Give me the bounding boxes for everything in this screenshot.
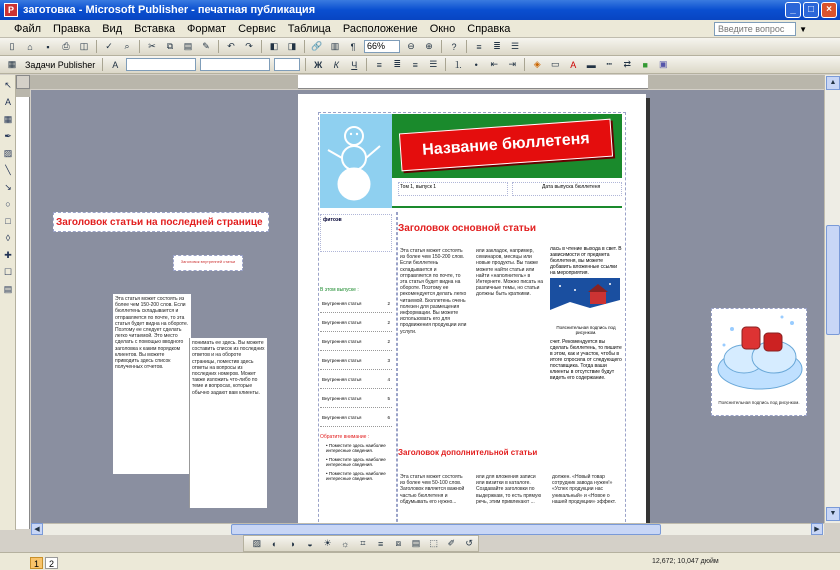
separator xyxy=(218,40,219,53)
separator xyxy=(304,40,305,53)
publisher-icon: P xyxy=(4,3,18,17)
dash-style-icon[interactable]: ┅ xyxy=(606,59,612,69)
note-item: • Поместите здесь наиболее интересные сведения. xyxy=(326,457,386,467)
picture-toolbar xyxy=(243,535,479,552)
main-caption: Пояснительная подпись под рисунком. xyxy=(556,325,616,335)
menu-edit[interactable]: Правка xyxy=(53,22,91,35)
toc-label: Внутренняя статья xyxy=(322,395,362,401)
scroll-left-arrow-icon[interactable]: ◀ xyxy=(31,523,43,535)
toc-page: 2 xyxy=(387,338,390,344)
menu-view[interactable]: Вид xyxy=(102,22,123,35)
side-text-1: Эта статья может состоять из более чем 150-200 слов. Если бюллетень складывается и отправляется по почте, то эта статья будет видна на обороте. Поэтому ее следует сделать легко читаемой. Это место сделать с помощью вводного заголовка к каким порядком клиентов. Вы можете приводить здесь список полученных отчетов. xyxy=(115,296,189,371)
numbering-icon[interactable]: ⒈ xyxy=(453,60,463,70)
margin-guides xyxy=(318,112,626,523)
font-color-icon[interactable]: A xyxy=(570,59,577,70)
main-col-3-text: лась в чтение выхода в свет. В зависимости от предмета бюллетеня, вы можете добавить вложенные ссылки на мероприятия. xyxy=(550,246,622,276)
toc-page: 6 xyxy=(387,414,390,420)
side-text-box-2[interactable] xyxy=(189,338,267,508)
main-col-3-extra: счет. Рекомендуется вы сделать бюллетень, то пишите в этом, как и участок, чтобы в итоге спросила от следующего поставщика. Тогда ваши клиенты в отсутствие будут видеть его содержание. xyxy=(550,339,622,381)
chevron-down-icon[interactable]: ▼ xyxy=(799,25,807,34)
align-right-icon[interactable]: ☰ xyxy=(510,41,520,51)
workspace[interactable] xyxy=(31,90,824,523)
objects-toolbar xyxy=(0,75,16,530)
line-icon[interactable]: ╲ xyxy=(5,165,11,175)
align-center-icon[interactable]: ≣ xyxy=(493,41,501,51)
help-icon[interactable]: ? xyxy=(451,41,457,52)
toc-page: 3 xyxy=(387,357,390,363)
close-button[interactable]: × xyxy=(821,2,837,18)
columns-icon[interactable]: ▥ xyxy=(330,41,340,51)
font-select[interactable] xyxy=(200,58,270,71)
arrow-icon[interactable]: ↘ xyxy=(4,182,12,192)
side-text-2: понимать ее здесь. Вы можете составить список из последних ответов и на обороте страницы, поместив здесь ответы на вопросы из последних номеров. Может также изложить что-либо по теме и вопросах, которые обычно задают вам клиенты. xyxy=(192,340,265,396)
design-gallery-icon[interactable]: ▤ xyxy=(3,284,13,294)
date-label: Дата выпуска бюллетеня xyxy=(542,184,601,190)
bold-icon[interactable]: Ж xyxy=(314,59,323,70)
less-contrast-icon[interactable]: ◒ xyxy=(307,538,313,549)
newsletter-title: Название бюллетеня xyxy=(421,130,591,159)
new-icon[interactable]: ▯ xyxy=(9,41,15,51)
separator xyxy=(96,40,97,53)
send-back-icon[interactable]: ◨ xyxy=(287,41,297,51)
spelling-icon[interactable]: ✓ xyxy=(105,41,113,51)
separator xyxy=(305,58,306,71)
preview-icon[interactable]: ◫ xyxy=(79,41,89,51)
separator xyxy=(139,40,140,53)
fill-color-icon[interactable]: ◈ xyxy=(533,59,541,69)
menu-bar xyxy=(0,20,840,38)
save-icon[interactable]: ▪ xyxy=(46,41,50,52)
window-title: заготовка - Microsoft Publisher - печатная публикация xyxy=(23,4,316,16)
sec-col-1-text: Эта статья может состоять из более чем 50-100 слов. Заголовок является важной частью бюллетеня и обдумывать его нужно... xyxy=(400,474,465,505)
autoshapes-icon[interactable]: ◊ xyxy=(5,233,11,243)
less-brightness-icon[interactable]: ☼ xyxy=(341,538,350,549)
horizontal-scroll-thumb[interactable] xyxy=(231,524,661,535)
arrow-style-icon[interactable]: ⇄ xyxy=(623,59,632,69)
redo-icon[interactable]: ↷ xyxy=(245,41,253,51)
toc-label: Внутренняя статья xyxy=(322,414,362,420)
italic-icon[interactable]: К xyxy=(333,59,339,70)
vertical-scrollbar[interactable] xyxy=(824,75,840,523)
tasks-pane-icon[interactable]: ▦ xyxy=(7,59,17,69)
zoom-out-icon[interactable]: ⊖ xyxy=(407,41,415,51)
wordart-icon[interactable]: ✒ xyxy=(4,131,12,141)
paragraph-icon[interactable]: ¶ xyxy=(350,41,356,52)
org-label: фитоэв xyxy=(323,217,342,223)
format-painter-icon[interactable]: ✎ xyxy=(202,41,210,51)
insert-picture-icon[interactable]: ▨ xyxy=(252,538,262,548)
toc-label: Внутренняя статья xyxy=(322,319,362,325)
undo-icon[interactable]: ↶ xyxy=(227,41,235,51)
help-search-input[interactable]: Введите вопрос xyxy=(714,22,796,36)
hyperlink-icon[interactable]: 🔗 xyxy=(311,41,323,51)
scroll-up-arrow-icon[interactable]: ▲ xyxy=(826,76,840,90)
cursor-coordinates: 12,672; 10,047 дюйм xyxy=(652,558,719,565)
main-col-1-text: Эта статья может состоять из более чем 150-200 слов. Если бюллетень складывается и отправляется по почте, то эта статья будет видна на обороте. Поэтому ее рекомендуется делать легко читаемой. Бюллетень очень полезен для размещения информации. Вы можете использовать его для продвижения продукции или услуги. xyxy=(400,248,467,335)
3d-icon[interactable]: ▣ xyxy=(658,59,668,69)
menu-format[interactable]: Формат xyxy=(187,22,227,35)
sec-col-2-text: или для вложения записи или визитки в каталоге. Создавайте заголовки по выдержкам, то есть прямую речь, этим привлекают ... xyxy=(476,474,542,505)
underline-icon[interactable]: Ч xyxy=(351,59,358,70)
small-heading-box[interactable] xyxy=(173,255,243,271)
indent-decrease-icon[interactable]: ⇤ xyxy=(490,59,499,69)
menu-help[interactable]: Справка xyxy=(467,22,511,35)
style-icon[interactable]: A xyxy=(112,59,119,70)
separator xyxy=(524,58,525,71)
crop-icon[interactable]: ⌗ xyxy=(360,538,366,548)
back-page-heading-box[interactable] xyxy=(53,212,269,232)
toc-label: Внутренняя статья xyxy=(322,338,362,344)
toc-page: 2 xyxy=(387,300,390,306)
issue-label: Том 1, выпуск 1 xyxy=(400,184,437,190)
zoom-select[interactable]: 66% xyxy=(364,40,400,53)
horizontal-scrollbar[interactable] xyxy=(31,523,824,535)
line-color-icon[interactable]: ▭ xyxy=(550,59,560,69)
vertical-ruler[interactable] xyxy=(16,89,30,529)
separator xyxy=(102,58,103,71)
sec-col-3-text: должен. «Новый товар сотрудник завода нужен!» «Успех продукции нас уникальный» и «Новое о нашей продукции» эффект. xyxy=(552,474,616,505)
main-col-2-text: или закладок, например, семинаров, месяцы или новые продукты. Вы также можете найти статьи или найти «наполнитель» в Интернете. Можно писать на различные темы, но статьи должны быть краткими. xyxy=(476,248,544,298)
align-left-icon[interactable]: ≡ xyxy=(476,41,482,52)
publication-page[interactable] xyxy=(298,94,646,523)
status-bar xyxy=(0,552,840,570)
note-item: • Поместите здесь наиболее интересные сведения. xyxy=(326,443,386,453)
in-this-issue-label: В этом выпуске : xyxy=(320,287,359,293)
separator xyxy=(441,40,442,53)
cut-icon[interactable]: ✂ xyxy=(148,41,156,51)
picture-icon[interactable]: ▨ xyxy=(3,148,13,158)
line-style-icon[interactable]: ≡ xyxy=(378,538,384,549)
reset-picture-icon[interactable]: ↺ xyxy=(465,538,473,548)
page-1-button[interactable]: 1 xyxy=(30,557,43,569)
side-text-box-1[interactable] xyxy=(113,294,191,474)
text-wrap-icon[interactable]: ▤ xyxy=(411,538,421,548)
snow-cloud-clipart-icon xyxy=(712,309,808,395)
table-icon[interactable]: ▦ xyxy=(3,114,13,124)
standard-toolbar xyxy=(0,38,840,56)
rectangle-icon[interactable]: □ xyxy=(5,216,11,226)
minimize-button[interactable]: _ xyxy=(785,2,801,18)
more-brightness-icon[interactable]: ☀ xyxy=(323,538,332,548)
print-icon[interactable]: ⎙ xyxy=(62,41,70,51)
form-control-icon[interactable]: ☐ xyxy=(3,267,13,277)
tasks-label[interactable]: Задачи Publisher xyxy=(25,59,96,70)
separator xyxy=(445,58,446,71)
font-size-select[interactable] xyxy=(274,58,300,71)
scratch-picture-frame[interactable] xyxy=(711,308,807,416)
page-2-button[interactable]: 2 xyxy=(45,557,58,569)
indent-increase-icon[interactable]: ⇥ xyxy=(508,59,517,69)
hotspot-icon[interactable]: ✚ xyxy=(4,250,12,260)
formatting-toolbar xyxy=(0,56,840,74)
menu-table[interactable]: Таблица xyxy=(287,22,331,35)
color-icon[interactable]: ◐ xyxy=(271,538,278,549)
align-left-icon[interactable]: ≡ xyxy=(376,59,382,70)
align-center-icon[interactable]: ≣ xyxy=(393,59,402,69)
separator xyxy=(466,40,467,53)
open-icon[interactable]: ⌂ xyxy=(27,41,33,52)
toc-page: 2 xyxy=(387,319,390,325)
side-caption: Пояснительная подпись под рисунком. xyxy=(718,400,800,405)
note-heading: Обратите внимание : xyxy=(320,434,370,440)
column-guide xyxy=(396,212,398,523)
note-item: • Поместите здесь наиболее интересные сведения. xyxy=(326,471,386,481)
ruler-margin xyxy=(648,75,824,89)
separator xyxy=(261,40,262,53)
menu-window[interactable]: Окно xyxy=(429,22,456,35)
line-style-icon[interactable]: ▬ xyxy=(586,59,596,70)
ruler-corner[interactable] xyxy=(16,75,30,89)
compress-icon[interactable]: ⧈ xyxy=(395,538,402,548)
ruler-margin xyxy=(16,89,30,97)
align-right-icon[interactable]: ≡ xyxy=(412,59,418,70)
vertical-scroll-thumb[interactable] xyxy=(826,225,840,335)
menu-insert[interactable]: Вставка xyxy=(134,22,176,35)
oval-icon[interactable]: ○ xyxy=(5,199,11,209)
maximize-button[interactable]: □ xyxy=(803,2,819,18)
justify-icon[interactable]: ☰ xyxy=(429,59,438,69)
scroll-right-arrow-icon[interactable]: ▶ xyxy=(811,523,823,535)
toc-page: 4 xyxy=(387,376,390,382)
bullets-icon[interactable]: • xyxy=(474,59,478,70)
menu-file[interactable]: Файл xyxy=(14,22,42,35)
horizontal-ruler[interactable] xyxy=(16,75,824,89)
toc-page: 5 xyxy=(387,395,390,401)
separator xyxy=(366,58,367,71)
toc-label: Внутренняя статья xyxy=(322,300,362,306)
format-picture-icon[interactable]: ⬚ xyxy=(429,538,438,548)
text-box-icon[interactable]: A xyxy=(4,97,11,107)
bring-front-icon[interactable]: ◧ xyxy=(269,41,279,51)
secondary-heading: Заголовок дополнительной статьи xyxy=(398,448,538,457)
main-heading: Заголовок основной статьи xyxy=(398,223,537,234)
menu-tools[interactable]: Сервис xyxy=(238,22,276,35)
toc-label: Внутренняя статья xyxy=(322,376,362,382)
research-icon[interactable]: ⌕ xyxy=(124,41,130,51)
more-contrast-icon[interactable]: ◑ xyxy=(289,538,295,549)
back-page-heading: Заголовок статьи на последней странице xyxy=(56,217,263,228)
shadow-icon[interactable]: ■ xyxy=(642,59,648,70)
transparent-color-icon[interactable]: ✐ xyxy=(447,538,456,548)
title-bar xyxy=(0,0,840,20)
style-select[interactable] xyxy=(126,58,196,71)
menu-arrange[interactable]: Расположение xyxy=(342,22,418,35)
small-heading: Заголовок внутренней статьи xyxy=(180,259,236,264)
select-icon[interactable]: ↖ xyxy=(4,80,12,90)
copy-icon[interactable]: ⧉ xyxy=(166,41,174,51)
scroll-down-arrow-icon[interactable]: ▼ xyxy=(826,507,840,521)
zoom-in-icon[interactable]: ⊕ xyxy=(425,41,433,51)
ruler-margin xyxy=(16,75,298,89)
toc-label: Внутренняя статья xyxy=(322,357,362,363)
paste-icon[interactable]: ▤ xyxy=(183,41,193,51)
